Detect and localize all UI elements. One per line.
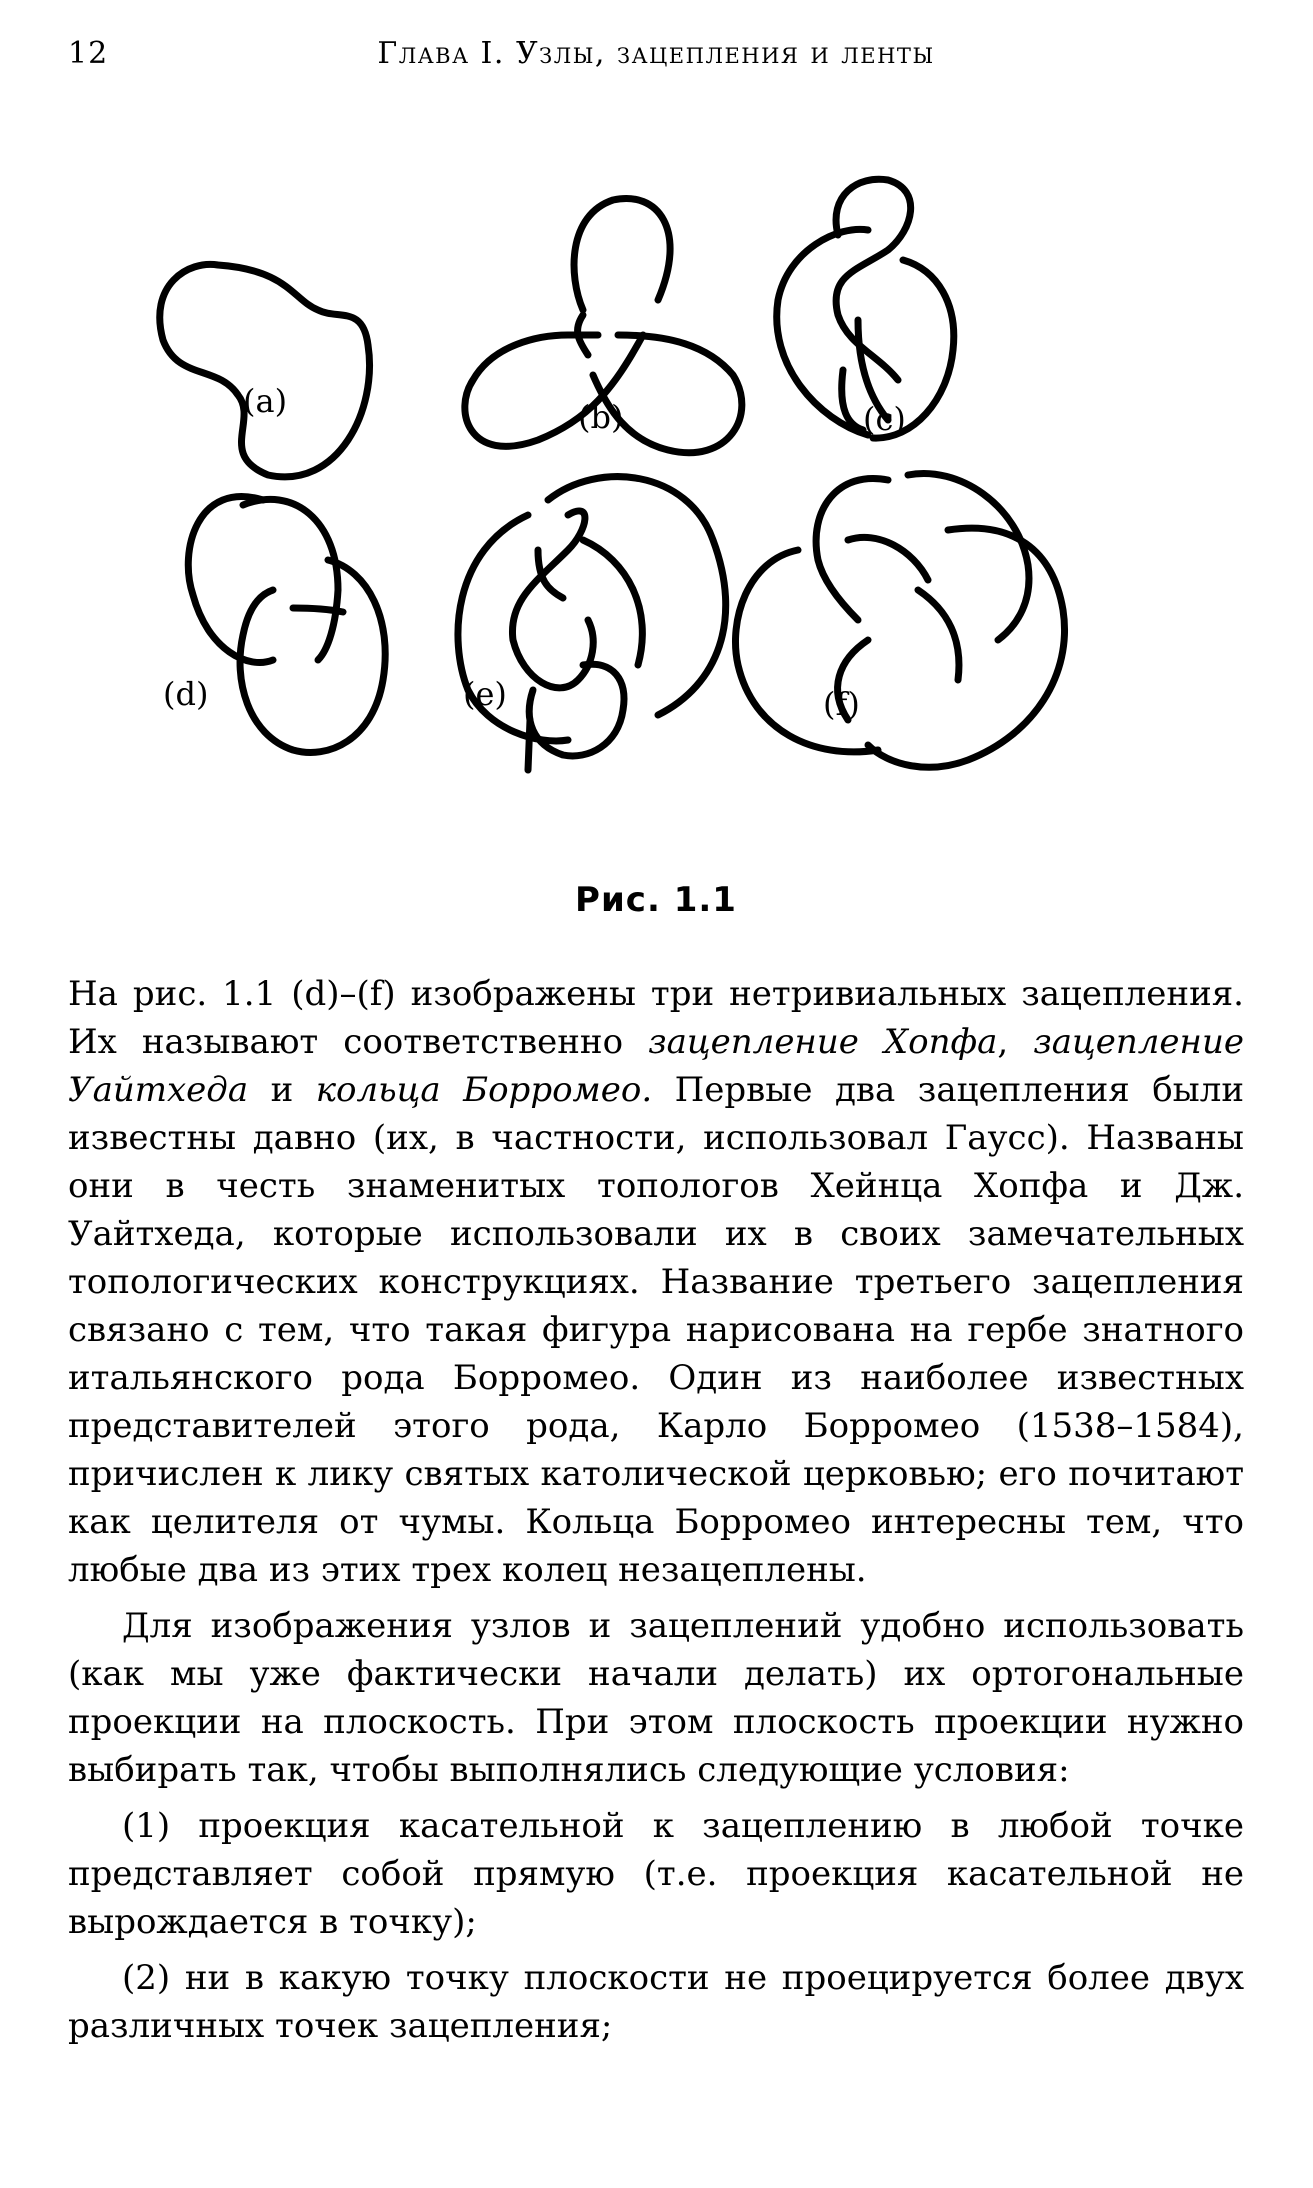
knot-a-unknot xyxy=(160,264,370,476)
term-whitehead-link: зацепление Уайтхеда xyxy=(68,1022,1244,1110)
link-d-hopf xyxy=(188,496,385,752)
figure-1-1 xyxy=(68,120,1244,840)
term-borromean-rings: кольца Борромео. xyxy=(315,1070,653,1110)
chapter-title: Глава I. Узлы, зацепления и ленты xyxy=(377,36,935,71)
label-c: (c) xyxy=(863,400,906,438)
link-f-borromean xyxy=(736,473,1065,767)
label-a: (a) xyxy=(243,382,288,420)
knot-diagrams xyxy=(68,120,1244,840)
paragraph-1 xyxy=(68,970,1244,1594)
page-number: 12 xyxy=(68,36,109,71)
running-head xyxy=(68,36,1244,76)
link-e-whitehead xyxy=(458,477,726,770)
label-b: (b) xyxy=(578,398,624,436)
p1-text-3: и xyxy=(248,1070,316,1110)
label-e: (e) xyxy=(463,675,507,713)
paragraph-2: Для изображения узлов и зацеплений удобно использовать (как мы уже фактически начали делать) их ортогональные проекции на плоскость. При этом плоскость проекции нужно выбирать так, чтобы выполнялись следующие условия: xyxy=(68,1606,1244,1790)
p1-text-2: , xyxy=(997,1022,1034,1062)
body-text xyxy=(68,970,1244,2058)
figure-caption: Рис. 1.1 xyxy=(575,880,737,920)
condition-1: (1) проекция касательной к зацеплению в любой точке представляет собой прямую (т.е. проекция касательной не вырождается в точку); xyxy=(68,1806,1244,1942)
condition-2: (2) ни в какую точку плоскости не проецируется более двух различных точек зацепления; xyxy=(68,1958,1244,2046)
label-f: (f) xyxy=(823,685,860,723)
label-d: (d) xyxy=(163,675,209,713)
p1-text-1: На рис. 1.1 (d)–(f) изображены три нетривиальных зацепления. Их называют соответственно xyxy=(68,974,1244,1062)
term-hopf-link: зацепление Хопфа xyxy=(648,1022,998,1062)
p1-text-4: Первые два зацепления были известны давно (их, в частности, использовал Гаусс). Названы они в честь знаменитых топологов Хейнца Хопфа и Дж. Уайтхеда, которые использовали их в своих замечательных топологических конструкциях. Название третьего зацепления связано с тем, что такая фигура нарисована на гербе знатного итальянского рода Борромео. Один из наиболее известных представителей этого рода, Карло Борромео (1538–1584), причислен к лику святых католической церковью; его почитают как целителя от чумы. Кольца Борромео интересны тем, что любые два из этих трех колец незацеплены. xyxy=(68,1070,1244,1590)
